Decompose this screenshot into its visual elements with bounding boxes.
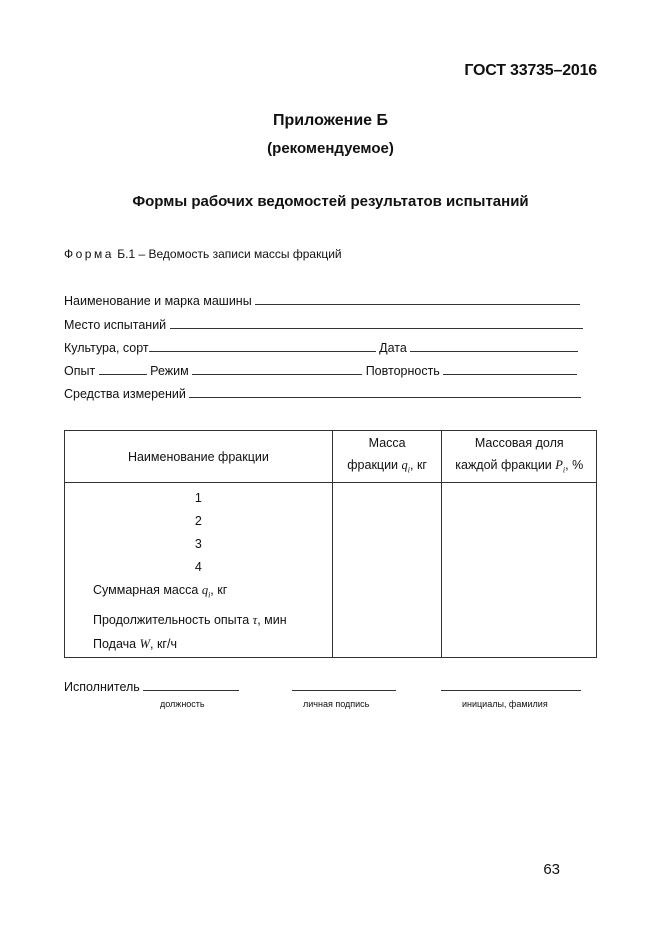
col3-header: Массовая доля каждой фракции $P_i$, % bbox=[442, 431, 597, 483]
signature-blank[interactable] bbox=[292, 678, 396, 691]
duration-cell[interactable] bbox=[332, 607, 442, 633]
section-title: Формы рабочих ведомостей результатов испытаний bbox=[132, 193, 529, 210]
table-header-row bbox=[65, 431, 597, 483]
duration-share-cell[interactable] bbox=[442, 607, 597, 633]
feed-label: Подача W, кг/ч bbox=[65, 633, 333, 658]
field-machine bbox=[64, 292, 580, 308]
table-row bbox=[65, 510, 597, 533]
field-experiment-label: Опыт bbox=[64, 364, 96, 378]
position-blank[interactable] bbox=[143, 678, 239, 691]
field-repeat-blank[interactable] bbox=[443, 362, 577, 375]
col1-header: Наименование фракции bbox=[65, 431, 333, 483]
row-label: 4 bbox=[65, 556, 333, 579]
field-instruments-label: Средства измерений bbox=[64, 387, 186, 401]
field-crop-label: Культура, сорт bbox=[64, 341, 149, 355]
feed-share-cell[interactable] bbox=[442, 633, 597, 658]
field-crop-blank[interactable] bbox=[149, 339, 376, 352]
col2-header: Масса фракции $q_i$, кг bbox=[332, 431, 442, 483]
field-mode-blank[interactable] bbox=[192, 362, 362, 375]
form-label: Форма bbox=[64, 247, 114, 261]
row-label: 1 bbox=[65, 483, 333, 511]
field-mode-label: Режим bbox=[150, 364, 189, 378]
row-share-cell[interactable] bbox=[442, 533, 597, 556]
feed-cell[interactable] bbox=[332, 633, 442, 658]
row-mass-cell[interactable] bbox=[332, 483, 442, 511]
row-mass-cell[interactable] bbox=[332, 510, 442, 533]
form-number: Б.1 bbox=[117, 247, 136, 261]
field-place-blank[interactable] bbox=[170, 316, 583, 329]
name-caption: инициалы, фамилия bbox=[462, 699, 548, 709]
standard-number: ГОСТ 33735–2016 bbox=[464, 62, 597, 79]
field-date-label: Дата bbox=[379, 341, 407, 355]
field-experiment-blank[interactable] bbox=[99, 362, 147, 375]
table-row bbox=[65, 483, 597, 511]
form-text: – Ведомость записи массы фракций bbox=[138, 247, 342, 261]
appendix-subtitle: (рекомендуемое) bbox=[267, 140, 394, 157]
page-number: 63 bbox=[543, 861, 560, 878]
row-share-cell[interactable] bbox=[442, 483, 597, 511]
performer-field bbox=[64, 678, 239, 694]
position-caption: должность bbox=[160, 699, 205, 709]
name-field bbox=[441, 678, 581, 694]
table-row-sum bbox=[65, 579, 597, 607]
signature-field bbox=[292, 678, 396, 694]
field-place bbox=[64, 316, 583, 332]
table-row-duration bbox=[65, 607, 597, 633]
field-machine-label: Наименование и марка машины bbox=[64, 294, 252, 308]
field-date-blank[interactable] bbox=[410, 339, 578, 352]
row-mass-cell[interactable] bbox=[332, 556, 442, 579]
field-experiment-row bbox=[64, 362, 577, 378]
field-repeat-label: Повторность bbox=[365, 364, 440, 378]
appendix-title: Приложение Б bbox=[273, 112, 388, 129]
performer-label: Исполнитель bbox=[64, 680, 140, 694]
field-place-label: Место испытаний bbox=[64, 318, 167, 332]
sum-label: Суммарная масса $q_i$, кг bbox=[65, 579, 333, 607]
p-symbol: P bbox=[555, 457, 563, 472]
sum-share-cell[interactable] bbox=[442, 579, 597, 607]
sum-mass-cell[interactable] bbox=[332, 579, 442, 607]
table-row bbox=[65, 533, 597, 556]
field-crop-date bbox=[64, 339, 578, 355]
field-machine-blank[interactable] bbox=[255, 292, 580, 305]
duration-label: Продолжительность опыта τ, мин bbox=[65, 607, 333, 633]
row-label: 2 bbox=[65, 510, 333, 533]
fractions-table bbox=[64, 430, 597, 658]
row-mass-cell[interactable] bbox=[332, 533, 442, 556]
name-blank[interactable] bbox=[441, 678, 581, 691]
row-label: 3 bbox=[65, 533, 333, 556]
row-share-cell[interactable] bbox=[442, 510, 597, 533]
table-row-feed bbox=[65, 633, 597, 658]
field-instruments-blank[interactable] bbox=[189, 385, 581, 398]
form-caption bbox=[64, 247, 342, 261]
row-share-cell[interactable] bbox=[442, 556, 597, 579]
table-row bbox=[65, 556, 597, 579]
signature-caption: личная подпись bbox=[303, 699, 370, 709]
q-symbol: q bbox=[401, 457, 408, 472]
field-instruments bbox=[64, 385, 581, 401]
